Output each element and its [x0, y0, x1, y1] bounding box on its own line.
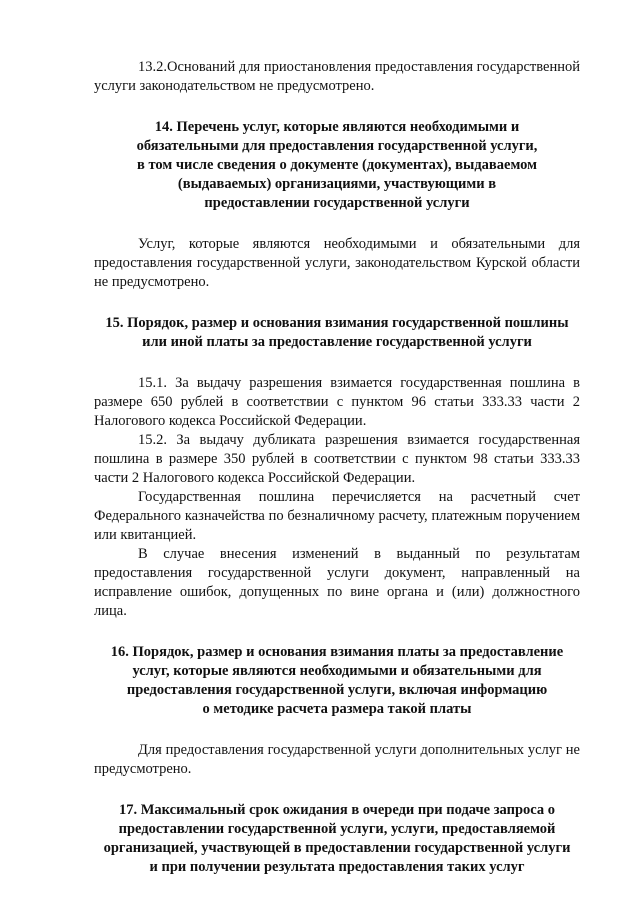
heading-section-17: [94, 801, 580, 877]
heading-line: и при получении результата предоставления таких услуг: [149, 859, 525, 875]
paragraph-section-16: Для предоставления государственной услуги дополнительных услуг не предусмотрено.: [94, 742, 580, 777]
heading-line: услуг, которые являются необходимыми и обязательными для: [132, 663, 542, 679]
heading-line: в том числе сведения о документе (документах), выдаваемом: [137, 157, 537, 173]
heading-line: 17. Максимальный срок ожидания в очереди при подаче запроса о: [118, 802, 556, 818]
paragraph-15-2: 15.2. За выдачу дубликата разрешения взимается государственная пошлина в размере 350 рублей в соответствии с пунктом 98 статьи 333.33 части 2 Налогового кодекса Российской Федерации.: [94, 432, 580, 486]
heading-line: о методике расчета размера такой платы: [202, 701, 472, 717]
heading-line: 14. Перечень услуг, которые являются необходимыми и: [154, 119, 520, 135]
paragraph-15-1: 15.1. За выдачу разрешения взимается государственная пошлина в размере 650 рублей в соответствии с пунктом 96 статьи 333.33 части 2 Налогового кодекса Российской Федерации.: [94, 375, 580, 429]
heading-line: организацией, участвующей в предоставлении государственной услуги: [103, 840, 571, 856]
heading-line: предоставлении государственной услуги, услуги, предоставляемой: [118, 821, 556, 837]
heading-line: (выдаваемых) организациями, участвующими в: [177, 176, 497, 192]
paragraph-13-2: 13.2.Оснований для приостановления предоставления государственной услуги законодательством не предусмотрено.: [94, 59, 580, 94]
paragraph-payment: Государственная пошлина перечисляется на расчетный счет Федерального казначейства по безналичному расчету, платежным поручением или квитанцией.: [94, 489, 580, 543]
paragraph-correction: В случае внесения изменений в выданный по результатам предоставления государственной услуги документ, направленный на исправление ошибок, допущенных по вине органа и (или) должностного лица.: [94, 546, 580, 619]
heading-line: предоставлении государственной услуги: [204, 195, 470, 211]
heading-section-14: [94, 118, 580, 213]
heading-section-15: [94, 314, 580, 352]
heading-line: обязательными для предоставления государственной услуги,: [136, 138, 538, 154]
heading-line: предоставления государственной услуги, включая информацию: [126, 682, 548, 698]
document-page: [94, 58, 580, 877]
heading-line: или иной платы за предоставление государственной услуги: [142, 334, 532, 350]
heading-line: 15. Порядок, размер и основания взимания государственной пошлины: [105, 315, 569, 331]
paragraph-section-14: Услуг, которые являются необходимыми и обязательными для предоставления государственной услуги, законодательством Курской области не предусмотрено.: [94, 236, 580, 290]
heading-section-16: [94, 643, 580, 719]
heading-line: 16. Порядок, размер и основания взимания платы за предоставление: [110, 644, 564, 660]
